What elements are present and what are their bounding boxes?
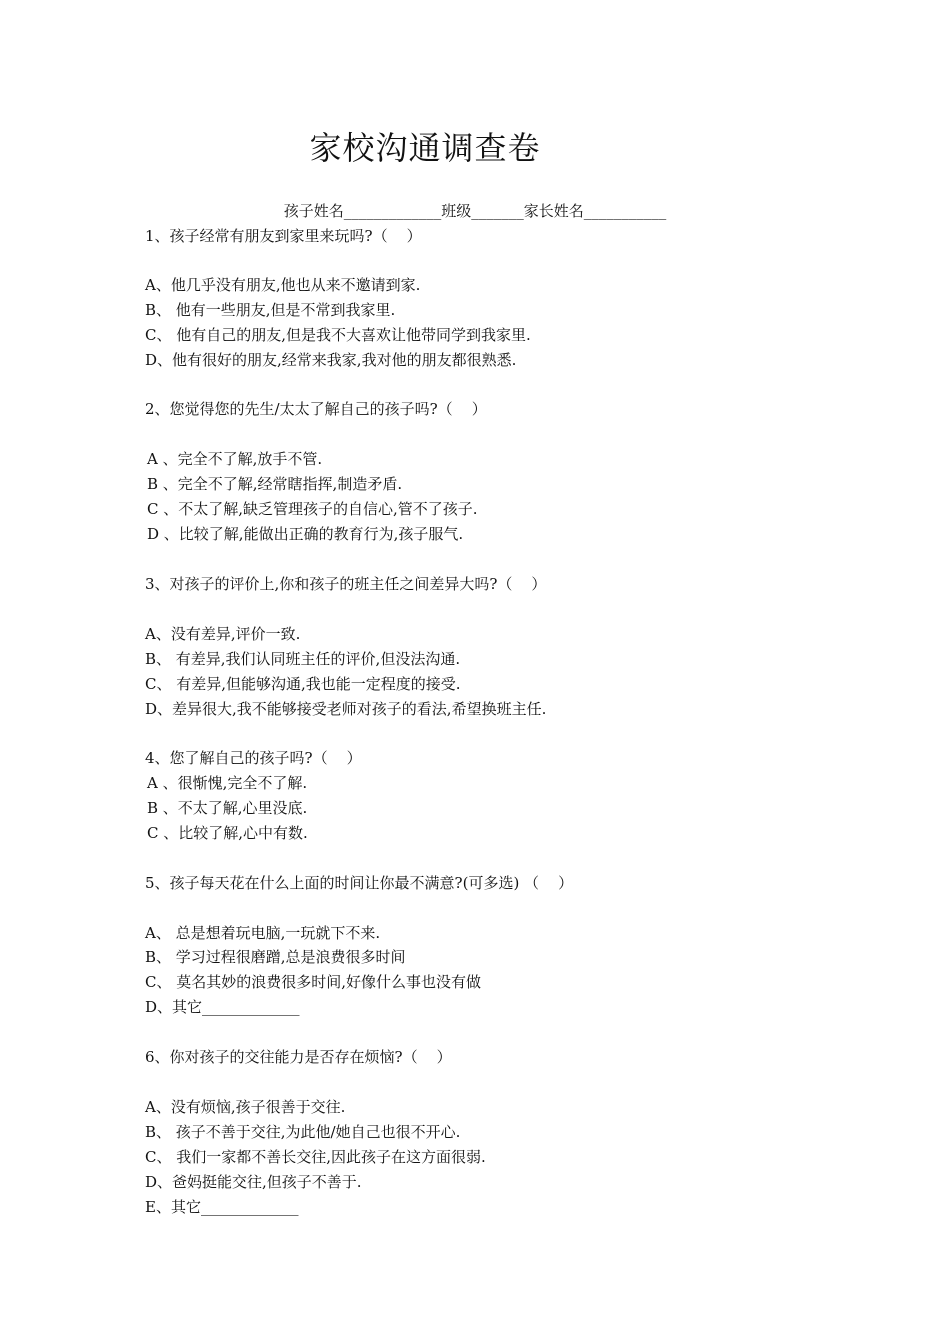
question-1-option-b: B、 他有一些朋友,但是不常到我家里. <box>145 301 396 319</box>
question-5: 5、孩子每天花在什么上面的时间让你最不满意?(可多选) （ ） <box>145 874 574 892</box>
respondent-info-line: 孩子姓名_____________班级_______家长姓名___________ <box>283 202 667 220</box>
question-1-option-a: A、他几乎没有朋友,他也从来不邀请到家. <box>145 276 421 294</box>
question-6: 6、你对孩子的交往能力是否存在烦恼?（ ） <box>145 1048 452 1066</box>
question-6-option-b: B、 孩子不善于交往,为此他/她自己也很不开心. <box>145 1123 461 1141</box>
question-3-option-c: C、 有差异,但能够沟通,我也能一定程度的接受. <box>145 675 461 693</box>
question-3: 3、对孩子的评价上,你和孩子的班主任之间差异大吗?（ ） <box>145 575 547 593</box>
question-4-option-a: A 、很惭愧,完全不了解. <box>147 774 308 792</box>
question-3-option-a: A、没有差异,评价一致. <box>145 625 301 643</box>
question-3-option-d: D、差异很大,我不能够接受老师对孩子的看法,希望换班主任. <box>145 700 547 718</box>
question-5-option-b: B、 学习过程很磨蹭,总是浪费很多时间 <box>145 948 406 966</box>
question-2-option-a: A 、完全不了解,放手不管. <box>147 450 323 468</box>
question-4-option-b: B 、不太了解,心里没底. <box>147 799 308 817</box>
question-2-option-c: C 、不太了解,缺乏管理孩子的自信心,管不了孩子. <box>147 500 478 518</box>
question-5-option-a: A、 总是想着玩电脑,一玩就下不来. <box>145 924 381 942</box>
question-1-option-c: C、 他有自己的朋友,但是我不大喜欢让他带同学到我家里. <box>145 326 531 344</box>
document-title: 家校沟通调查卷 <box>309 129 541 167</box>
question-4: 4、您了解自己的孩子吗?（ ） <box>145 749 362 767</box>
question-4-option-c: C 、比较了解,心中有数. <box>147 824 308 842</box>
question-2-option-d: D 、比较了解,能做出正确的教育行为,孩子服气. <box>147 525 464 543</box>
question-6-option-d: D、爸妈挺能交往,但孩子不善于. <box>145 1173 362 1191</box>
question-6-option-c: C、 我们一家都不善长交往,因此孩子在这方面很弱. <box>145 1148 486 1166</box>
question-6-option-e: E、其它_____________ <box>145 1198 299 1216</box>
question-5-option-d: D、其它_____________ <box>145 998 300 1016</box>
question-2-option-b: B 、完全不了解,经常瞎指挥,制造矛盾. <box>147 475 403 493</box>
question-3-option-b: B、 有差异,我们认同班主任的评价,但没法沟通. <box>145 650 461 668</box>
question-6-option-a: A、没有烦恼,孩子很善于交往. <box>145 1098 346 1116</box>
question-1-option-d: D、他有很好的朋友,经常来我家,我对他的朋友都很熟悉. <box>145 351 517 369</box>
question-5-option-c: C、 莫名其妙的浪费很多时间,好像什么事也没有做 <box>145 973 482 991</box>
question-1: 1、孩子经常有朋友到家里来玩吗?（ ） <box>145 227 422 245</box>
question-2: 2、您觉得您的先生/太太了解自己的孩子吗?（ ） <box>145 400 487 418</box>
